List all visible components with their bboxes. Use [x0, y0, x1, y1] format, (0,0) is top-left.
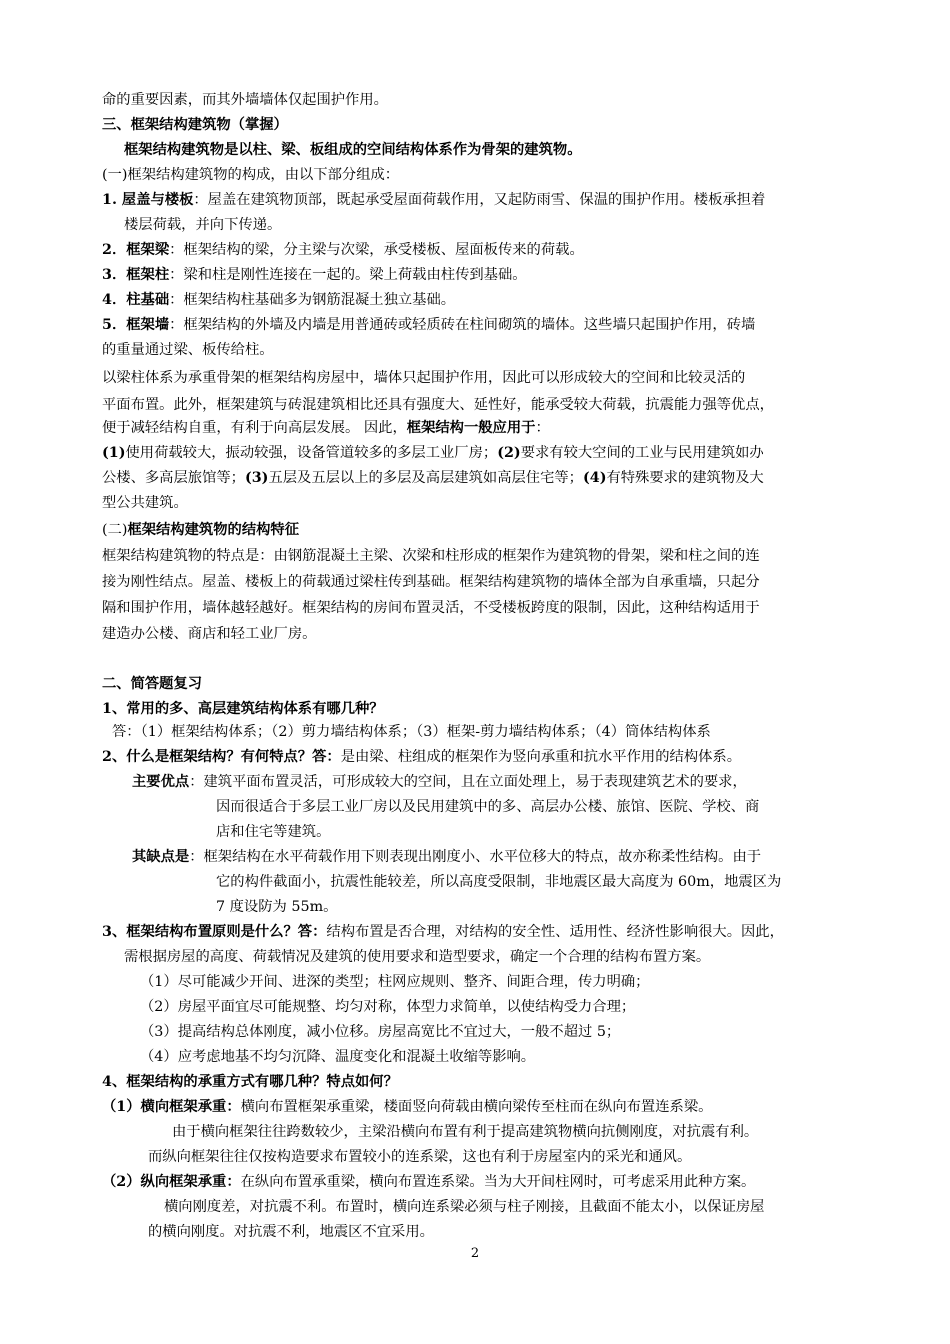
text-segment: 框架结构建筑物的结构特征 [127, 522, 300, 538]
text-segment: （1）横向框架承重： [102, 1099, 241, 1115]
text-segment: 其缺点是 [132, 849, 190, 865]
text-line: 以梁柱体系为承重骨架的框架结构房屋中，墙体只起围护作用，因此可以形成较大的空间和比较灵活的 [102, 370, 746, 386]
text-line: (一)框架结构建筑物的构成，由以下部分组成： [102, 167, 400, 183]
text-segment: 横向布置框架承重梁，楼面竖向荷载由横向梁传至柱而在纵向布置连系梁。 [240, 1099, 713, 1115]
text-segment: 1. 屋盖与楼板 [102, 192, 194, 208]
text-segment: 2、什么是框架结构？有何特点？答： [102, 749, 341, 765]
page-number: 2 [470, 1246, 480, 1261]
text-line [102, 416, 862, 441]
text-segment: 4．柱基础 [102, 292, 170, 308]
text-line: 7 度设防为 55m。 [216, 899, 338, 915]
text-segment: 便于减轻结构自重，有利于向高层发展。 因此， [102, 420, 407, 436]
text-line: 横向刚度差，对抗震不利。布置时，横向连系梁必须与柱子刚接，且截面不能太小，以保证房屋 [164, 1199, 765, 1215]
text-line: 三、框架结构建筑物（掌握） [102, 117, 288, 133]
text-segment: ：框架结构柱基础多为钢筋混凝土独立基础。 [169, 292, 456, 308]
text-line [102, 920, 862, 945]
text-segment: 3、框架结构布置原则是什么？答： [102, 924, 327, 940]
text-line: 框架结构建筑物的特点是：由钢筋混凝土主梁、次梁和柱形成的框架作为建筑物的骨架，梁和柱之间的连 [102, 548, 760, 564]
text-line: 命的重要因素，而其外墙墙体仅起围护作用。 [102, 92, 388, 108]
text-segment: ：框架结构的外墙及内墙是用普通砖或轻质砖在柱间砌筑的墙体。这些墙只起围护作用，砖墙 [169, 317, 756, 333]
text-line [102, 238, 862, 263]
text-line [102, 518, 862, 543]
text-line: 建造办公楼、商店和轻工业厂房。 [102, 626, 317, 642]
text-segment: (1) [102, 445, 126, 461]
text-line [102, 288, 862, 313]
text-segment: (2) [497, 445, 521, 461]
text-segment: 2．框架梁 [102, 242, 170, 258]
text-segment: ：框架结构的梁，分主梁与次梁，承受楼板、屋面板传来的荷载。 [169, 242, 584, 258]
text-line: 接为刚性结点。屋盖、楼板上的荷载通过梁柱传到基础。框架结构建筑物的墙体全部为自承重墙，只起分 [102, 574, 760, 590]
text-segment: 5．框架墙 [102, 317, 170, 333]
text-segment: (4) [582, 470, 607, 486]
text-segment: 框架结构一般应用于 [406, 420, 536, 436]
text-segment: 3．框架柱 [102, 267, 170, 283]
text-line: 平面布置。此外，框架建筑与砖混建筑相比还具有强度大、延性好，能承受较大荷载，抗震能力强等优点， [102, 397, 774, 413]
text-line: 店和住宅等建筑。 [216, 824, 331, 840]
text-segment: 使用荷载较大，振动较强，设备管道较多的多层工业厂房； [125, 445, 498, 461]
text-line: 需根据房屋的高度、荷载情况及建筑的使用要求和造型要求，确定一个合理的结构布置方案。 [124, 949, 711, 965]
text-segment: 是由梁、柱组成的框架作为竖向承重和抗水平作用的结构体系。 [340, 749, 742, 765]
text-line [102, 441, 862, 466]
text-line: 由于横向框架往往跨数较少，主梁沿横向布置有利于提高建筑物横向抗侧刚度，对抗震有利。 [172, 1124, 759, 1140]
text-line: 答：（1）框架结构体系；（2）剪力墙结构体系；（3）框架-剪力墙结构体系；（4）筒体结构体系 [112, 724, 711, 740]
text-line: 二、简答题复习 [102, 676, 203, 692]
text-line: （2）房屋平面宜尽可能规整、均匀对称，体型力求简单，以使结构受力合理； [140, 999, 636, 1015]
text-line: （4）应考虑地基不均匀沉降、温度变化和混凝土收缩等影响。 [140, 1049, 536, 1065]
text-line [102, 188, 862, 213]
text-line [102, 263, 862, 288]
text-line: 隔和围护作用，墙体越轻越好。框架结构的房间布置灵活，不受楼板跨度的限制，因此，这种结构适用于 [102, 600, 760, 616]
text-segment: （2）纵向框架承重： [102, 1174, 241, 1190]
text-segment: 公楼、多高层旅馆等； [102, 470, 245, 486]
text-segment: 要求有较大空间的工业与民用建筑如办 [520, 445, 764, 461]
text-line: 的横向刚度。对抗震不利，地震区不宜采用。 [148, 1224, 434, 1240]
text-line: 因而很适合于多层工业厂房以及民用建筑中的多、高层办公楼、旅馆、医院、学校、商 [216, 799, 760, 815]
text-line [102, 313, 862, 338]
text-line [102, 745, 862, 770]
text-segment: ：屋盖在建筑物顶部，既起承受屋面荷载作用，又起防雨雪、保温的围护作用。楼板承担着 [193, 192, 766, 208]
text-segment: ：梁和柱是刚性连接在一起的。梁上荷载由柱传到基础。 [169, 267, 527, 283]
text-segment: 五层及五层以上的多层及高层建筑如高层住宅等； [268, 470, 583, 486]
text-segment: 在纵向布置承重梁，横向布置连系梁。当为大开间柱网时，可考虑采用此种方案。 [240, 1174, 756, 1190]
text-segment: 结构布置是否合理，对结构的安全性、适用性、经济性影响很大。因此， [326, 924, 784, 940]
text-segment: 主要优点 [132, 774, 190, 790]
text-segment: ：建筑平面布置灵活，可形成较大的空间，且在立面处理上，易于表现建筑艺术的要求， [189, 774, 747, 790]
text-line [102, 466, 862, 491]
text-segment: 有特殊要求的建筑物及大 [606, 470, 764, 486]
text-line: 而纵向框架往往仅按构造要求布置较小的连系梁，这也有利于房屋室内的采光和通风。 [148, 1149, 692, 1165]
text-line: 的重量通过梁、板传给柱。 [102, 342, 274, 358]
text-line [132, 845, 862, 870]
text-line: （3）提高结构总体刚度，减小位移。房屋高宽比不宜过大，一般不超过 5； [140, 1024, 621, 1040]
text-segment: (3) [244, 470, 269, 486]
text-line: 它的构件截面小，抗震性能较差，所以高度受限制，非地震区最大高度为 60m，地震区为 [216, 874, 782, 890]
text-line [102, 1170, 862, 1195]
text-line: 1、常用的多、高层建筑结构体系有哪几种？ [102, 701, 384, 717]
text-line [102, 1095, 862, 1120]
text-segment: ： [535, 420, 550, 436]
text-line: 框架结构建筑物是以柱、梁、板组成的空间结构体系作为骨架的建筑物。 [124, 142, 582, 158]
text-line: 楼层荷载，并向下传递。 [124, 217, 282, 233]
text-line: 型公共建筑。 [102, 495, 188, 511]
text-line: 4、框架结构的承重方式有哪几种？特点如何？ [102, 1074, 398, 1090]
text-line [132, 770, 862, 795]
text-line: （1）尽可能减少开间、进深的类型；柱网应规则、整齐、间距合理，传力明确； [140, 974, 650, 990]
text-segment: (二) [102, 522, 128, 538]
text-segment: ：框架结构在水平荷载作用下则表现出刚度小、水平位移大的特点，故亦称柔性结构。由于 [189, 849, 762, 865]
